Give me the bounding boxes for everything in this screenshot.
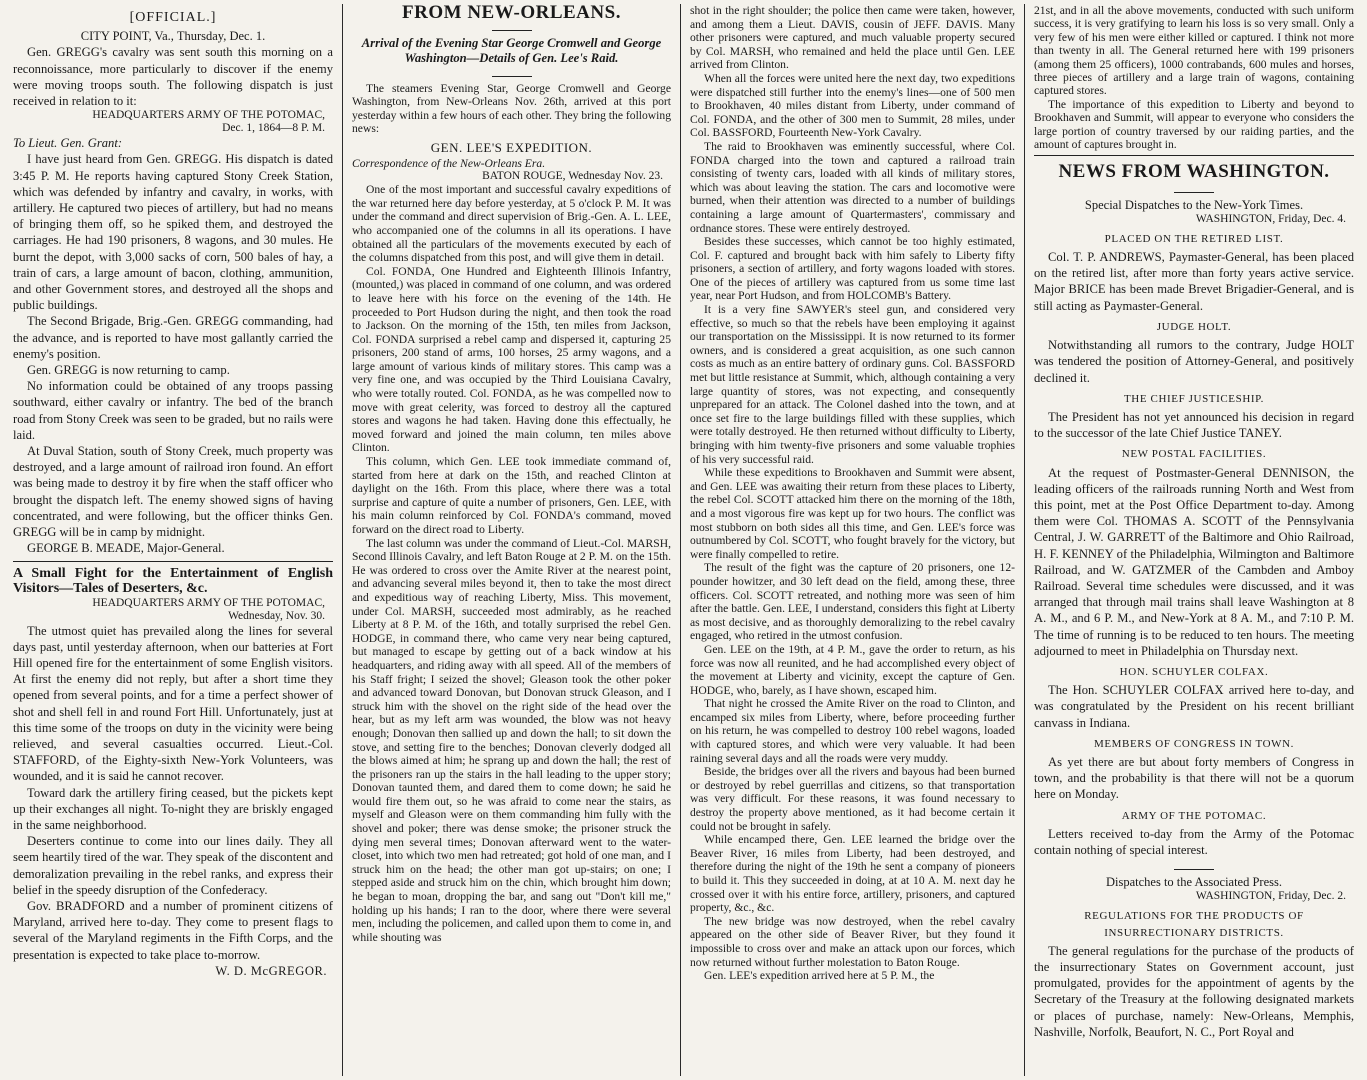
article-paragraph: Beside, the bridges over all the rivers and bayous had been burned or destroyed by rebel guerrillas and citizens, so that transportation was very difficult. For these reasons, it was found necessary to destroy the property above mentioned, as it had become certain it could not be brought in safely. (690, 765, 1015, 833)
section-heading: NEW POSTAL FACILITIES. (1121, 448, 1267, 461)
article-paragraph: Gen. GREGG's cavalry was sent south this morning on a reconnoissance, more particularly to discover if the enemy were moving troops south. The following dispatch is just received in relation to it: (13, 45, 333, 109)
column-2 (343, 4, 681, 1076)
section-rule (1034, 155, 1354, 156)
article-paragraph: Gen. GREGG is now returning to camp. (27, 363, 230, 378)
article-paragraph: Besides these successes, which cannot be too highly estimated, Col. F. captured and brought back with him safely to Liberty fifty prisoners, a section of artillery, and forty wagons loaded with stores. One of the pieces of artillery was captured from us some time last year, near Port Hudson, and from HOLCOMB's Battery. (690, 235, 1015, 303)
article-paragraph: The Second Brigade, Brig.-Gen. GREGG commanding, had the advance, and is reported to have most gallantly carried the enemy's position. (13, 314, 333, 361)
article-paragraph: When all the forces were united here the next day, two expeditions were dispatched still further into the enemy's lines—one of 500 men to Brookhaven, 40 miles distant from Liberty, under command of Col. FONDA, and the other of 300 men to Summit, 28 miles, under Col. BASSFORD, Fourteenth New-York Cavalry. (690, 71, 1015, 140)
article-paragraph: The President has not yet announced his decision in regard to the successor of the late Chief Justice TANEY. (1034, 409, 1354, 441)
article-paragraph: Gen. LEE's expedition arrived here at 5 P. M., the (704, 969, 935, 983)
section-heading: HON. SCHUYLER COLFAX. (1119, 665, 1269, 678)
article-paragraph: Col. T. P. ANDREWS, Paymaster-General, has been placed on the retired list, after more than forty years active service. Major BRICE has been made Brevet Brigadier-General, and is still acting as Paymaster-General. (1034, 250, 1354, 313)
article-paragraph: The raid to Brookhaven was eminently successful, where Col. FONDA charged into the town and captured a railroad train consisting of twenty cars, loaded with all kinds of military stores, which was about leaving the station. The cars and locomotive were burned, when their attention was directed to a number of buildings containing a large amount of Quartermasters', commissary and ordnance stores. These were entirely destroyed. (690, 139, 1015, 235)
divider (1034, 861, 1354, 871)
article-paragraph: Toward dark the artillery firing ceased, but the pickets kept up their exchanges all night. To-night they are briskly engaged in the same neighborhood. (13, 785, 333, 832)
section-heading: JUDGE HOLT. (1156, 320, 1232, 333)
column-3 (681, 4, 1025, 1076)
divider (1034, 184, 1354, 194)
column-1 (4, 4, 343, 1076)
dateline-washington: WASHINGTON, Friday, Dec. 4. (1195, 212, 1346, 225)
headquarters-date: Dec. 1, 1864—8 P. M. (222, 122, 325, 135)
article-paragraph: This column, which Gen. LEE took immediate command of, started from here at dark on the 15th, and reached Clinton at daylight on the 16th. From this place, where there was a total surprise and capture of quite a number of prisoners, Gen. LEE, with his main column reinforced by Col. FONDA's command, moved forward on the direct road to Liberty. (352, 455, 671, 536)
article-paragraph: 21st, and in all the above movements, conducted with such uniform success, it is very gratifying to learn his loss is so very small. Only a very few of his men were either killed or captured. I think not more than twenty in all. The General returned here with 199 prisoners (among them 25 officers), 1000 contrabands, 600 mules and horses, three pieces of artillery and a large train of wagons, containing captured stores. (1034, 4, 1354, 98)
column-4 (1025, 4, 1363, 1076)
dateline-city-point: CITY POINT, Va., Thursday, Dec. 1. (80, 29, 266, 44)
article-paragraph: The Hon. SCHUYLER COLFAX arrived here to-day, and was congratulated by the President on his recent brilliant canvass in Indiana. (1034, 683, 1354, 730)
article-paragraph: Notwithstanding all rumors to the contrary, Judge HOLT was tendered the position of Attorney-General, and positively declined it. (1034, 338, 1354, 385)
article-paragraph: The steamers Evening Star, George Cromwell and George Washington, from New-Orleans Nov. 26th, arrived at this port yesterday within a few hours of each other. They bring the following news: (352, 81, 671, 136)
article-paragraph: At Duval Station, south of Stony Creek, much property was destroyed, and a large amount of railroad iron found. An effort was being made to destroy it by fire when the staff officer who brought the dispatch left. The enemy showed signs of having concentrated, and were following, but the officer thinks Gen. GREGG will be in camp by midnight. (13, 444, 333, 540)
article-paragraph: The new bridge was now destroyed, when the rebel cavalry appeared on the other side of Beaver River, but they found it impossible to cross over and make an attack upon our forces, which now returned without further molestation to Baton Rouge. (690, 914, 1015, 969)
article-paragraph: I have just heard from Gen. GREGG. His dispatch is dated 3:45 P. M. He reports having captured Stony Creek Station, which was defended by infantry and cavalry, in works, with artillery. He captured two pieces of artillery, but had no means of bringing them off, so he spiked them, and destroyed the carriages. He had 190 prisoners, 8 wagons, and 30 mules. He burnt the depot, with 3,000 sacks of corn, 500 bales of hay, a train of cars, a large amount of bacon, clothing, ammunition, and other Government stores, and destroyed all the shops and public buildings. (13, 152, 333, 313)
signature-meade: GEORGE B. MEADE, Major-General. (27, 541, 225, 556)
article-paragraph: At the request of Postmaster-General DENNISON, the leading officers of the railroads running North and West from this point, met at the Post Office Department to-day. Among them were Col. THOMAS A. SCOTT of the Pennsylvania Central, J. W. GARRETT of the Baltimore and Ohio Railroad, H. F. KENNEY of the Philadelphia, Wilmington and Baltimore Railroad, and W. GATZMER of the Cambden and Amboy Railroad. Several time schedules were discussed, and it was arranged that through mail trains shall leave Washington at 8 A. M., and 6 P. M., and New-York at 8 A. M., and 7:10 P. M. The time of running is to be reduced to ten hours. The meeting adjourned to meet in Philadelphia on Thursday next. (1034, 465, 1354, 658)
salutation: To Lieut. Gen. Grant: (13, 136, 123, 151)
section-rule (13, 561, 333, 562)
article-paragraph: shot in the right shoulder; the police then came were taken, however, and among them a Lieut. DAVIS, cousin of JEFF. DAVIS. Many other prisoners were captured, and much valuable property secured by Col. MARSH, who remained and held the place until Gen. LEE arrived from Clinton. (690, 4, 1015, 72)
article-paragraph: The last column was under the command of Lieut.-Col. MARSH, Second Illinois Cavalry, and left Baton Rouge at 2 P. M. on the 15th. He was ordered to cross over the Amite River at the nearest point, and advancing several miles beyond it, then to take the most direct and expeditious way of reaching Liberty, Miss. This movement, under Col. MARSH, succeeded most admirably, as he reached Liberty at 8 P. M. of the 16th, and totally surprised the rebel Gen. HODGE, in command there, who came very near being captured, but managed to escape by getting out of a back window at his headquarters, and riding away with all speed. All of the members of his Staff fright; I seized the shovel; Gleason took the other poker and advanced toward Donovan, but Donovan struck Gleason, and I struck him with the shovel on the right side of the head over the hear, but as my left arm was wounded, the blow was not heavy enough; Donovan then sallied up and down the hall; to sit down the stove, and setting fire to the benches; Donovan cleverly dodged all the blows aimed at him; he sprang up and down the hall; the rest of the prisoners ran up the stairs in the hall leading to the upper story; Donovan taunted them, and dared them to come down; he said he would fire them out, so he was afraid to come near the stairs, as myself and Gleason were on them commanding him fully with the shovel and poker; there was dense smoke; the prisoner struck the dying men several times; Donovan afterward went to the water-closet, into which two men had retreated; got hold of one man, and I struck him on the head; the other man got up-stairs; on one; I stepped aside and struck him on the chin, which brought him down; he began to moan, dropping the bar, and sang out "Don't kill me," holding up his hands; I ran to the door, where there were several men, including the policemen, and called upon them to come in, and while shouting was (352, 536, 671, 944)
article-paragraph: While encamped there, Gen. LEE learned the bridge over the Beaver River, 16 miles from Liberty, had been destroyed, and therefore during the night of the 19th he sent a company of pioneers to build it. This they succeeded in doing, at at 10 A. M. next day he crossed over it with his entire force, artillery, prisoners, and captured property, &c., &c. (690, 833, 1015, 915)
article-paragraph: One of the most important and successful cavalry expeditions of the war returned here day before yesterday, at 5 o'clock P. M. It was under the command and direct supervision of Brig.-Gen. A. L. LEE, who accompanied one of the columns in all its operations. I have obtained all the particulars of the movements executed by each of the columns dispatched from this post, and will give them in detail. (352, 183, 671, 265)
headline-washington: NEWS FROM WASHINGTON. (1058, 161, 1330, 183)
headquarters-line: HEADQUARTERS ARMY OF THE POTOMAC, (92, 596, 325, 609)
associated-press-line: Dispatches to the Associated Press. (1105, 875, 1282, 890)
headline-new-orleans: FROM NEW-ORLEANS. (402, 4, 621, 23)
special-dispatches-line: Special Dispatches to the New-York Times. (1084, 197, 1304, 212)
article-paragraph: The result of the fight was the capture of 20 prisoners, one 12-pounder howitzer, and 30 left dead on the field, among these, three officers. Col. SCOTT retreated, and nothing more was seen of him after the battle. Gen. LEE, I understand, considers this fight at Liberty as most decisive, and as thoroughly demoralizing to the rebel cavalry engaged, who retired in the utmost confusion. (690, 561, 1015, 643)
section-heading: REGULATIONS FOR THE PRODUCTS OF INSURRECTIONARY DISTRICTS. (1084, 910, 1304, 939)
article-paragraph: That night he crossed the Amite River on the road to Clinton, and encamped six miles from Liberty, where, before proceeding further on his return, he was compelled to destroy 100 rebel wagons, loaded with captured stores, and which were very valuable. It had been raining several days and all the roads were very muddy. (690, 697, 1015, 765)
section-heading: PLACED ON THE RETIRED LIST. (1104, 232, 1284, 245)
article-paragraph: The utmost quiet has prevailed along the lines for several days past, until yesterday afternoon, when our batteries at Fort Hill opened fire for the entertainment of some English visitors. At first the enemy did not reply, but after a short time they opened from several points, and for a time a perfect shower of shot and shell fell in and round Fort Hill. Unfortunately, just at this time some of the troops on duty in the vicinity were being relieved, and several casualties occurred. Lieut.-Col. STAFFORD, of the Eighty-sixth New-York Volunteers, was wounded, and it is said he cannot recover. (13, 623, 333, 784)
article-paragraph: Gen. LEE on the 19th, at 4 P. M., gave the order to return, as his force was now all reunited, and he had accomplished every object of the movement at Liberty and vicinity, except the capture of Gen. HODGE, who, barely, as I have shown, escaped him. (690, 642, 1015, 697)
divider (352, 69, 671, 79)
article-headline: A Small Fight for the Entertainment of English Visitors—Tales of Deserters, &c. (13, 565, 333, 596)
article-paragraph: While these expeditions to Brookhaven and Summit were absent, and Gen. LEE was awaiting their return from these places to Liberty, the rebel Col. SCOTT attacked him there on the morning of the 18th, and a most vigorous fire was kept up for two hours. The conflict was most stubborn on both sides all this time, and Gen. LEE's force was outnumbered by Col. SCOTT, who fought bravely for the victory, but were finally compelled to retire. (690, 466, 1015, 561)
article-paragraph: The general regulations for the purchase of the products of the insurrectionary States on Government account, just promulgated, provides for the appointment of agents by the Secretary of the Treasury at the following designated markets or places of purchase, namely: New-Orleans, Memphis, Nashville, Norfolk, Beaufort, N. C., Port Royal and (1034, 943, 1354, 1039)
article-paragraph: As yet there are but about forty members of Congress in town, and the probability is that there will not be a quorum here on Monday. (1034, 754, 1354, 802)
section-heading: THE CHIEF JUSTICESHIP. (1123, 392, 1265, 405)
section-heading: ARMY OF THE POTOMAC. (1121, 809, 1267, 822)
headquarters-line: HEADQUARTERS ARMY OF THE POTOMAC, (92, 109, 325, 122)
official-heading: [OFFICIAL.] (129, 10, 217, 25)
divider (352, 23, 671, 33)
dateline-baton-rouge: BATON ROUGE, Wednesday Nov. 23. (482, 170, 663, 183)
signature-mcgregor: W. D. McGREGOR. (215, 963, 327, 978)
article-paragraph: The importance of this expedition to Liberty and beyond to Brookhaven and Summit, will appear to everyone who considers the large portion of country traversed by our raiding parties, and the amount of captures brought in. (1034, 97, 1354, 152)
article-paragraph: Col. FONDA, One Hundred and Eighteenth Illinois Infantry, (mounted,) was placed in command of one column, and was ordered to leave here with his force on the evening of the 14th. He proceeded to Port Hudson during the night, and then took the road to Jackson. On the morning of the 15th, ten miles from Jackson, Col. FONDA surprised a rebel camp and dispersed it, capturing 25 prisoners, 200 stand of arms, 100 horses, 25 army wagons, and a large amount of various kinds of military stores. This camp was a very fine one, and was occupied by the Third Louisiana Cavalry, who were totally routed. Col. FONDA, as he was compelled now to move with great celerity, was forced to destroy all the captured stores and wagons he had taken. Having done this effectually, he moved forward and joined the main column, ten miles above Clinton. (352, 264, 671, 455)
byline: Correspondence of the New-Orleans Era. (352, 156, 546, 170)
article-paragraph: It is a very fine SAWYER's steel gun, and considered very effective, so much so that the rebels have been employing it against our transportation on the Mississippi. It is now returned to its former owners, and is considered a great acquisition, as one such cannon costs as much as an entire battery of ordinary guns. Col. BASSFORD met but little resistance at Summit, which, although containing a very large quantity of stores, was not expecting, and consequently unprepared for an attack. The Colonel dashed into the town, and at once set fire to the large buildings filled with these supplies, which were totally destroyed. He then returned without difficulty to Liberty, bringing with him twenty-five prisoners and some valuable trophies of his very successful raid. (690, 303, 1015, 466)
dateline-washington-2: WASHINGTON, Friday, Dec. 2. (1195, 890, 1346, 903)
article-paragraph: No information could be obtained of any troops passing southward, either cavalry or infantry. The bed of the branch road from Stony Creek was seen to be graded, but no rails were laid. (13, 379, 333, 442)
article-paragraph: Gov. BRADFORD and a number of prominent citizens of Maryland, arrived here to-day. They come to present flags to several of the Maryland regiments in the Fifth Corps, and the presentation is expected to take place to-morrow. (13, 898, 333, 962)
section-heading: GEN. LEE'S EXPEDITION. (430, 139, 593, 155)
headquarters-date: Wednesday, Nov. 30. (228, 609, 325, 622)
section-heading: MEMBERS OF CONGRESS IN TOWN. (1093, 737, 1295, 750)
article-deck: Arrival of the Evening Star George Cromwell and George Washington—Details of Gen. Lee's Raid. (361, 35, 662, 65)
article-paragraph: Deserters continue to come into our lines daily. They all seem heartily tired of the war. They speak of the discontent and demoralization prevailing in the rebel ranks, and express their belief in the speedy disruption of the Confederacy. (13, 834, 333, 897)
article-paragraph: Letters received to-day from the Army of the Potomac contain nothing of special interest. (1034, 826, 1354, 857)
